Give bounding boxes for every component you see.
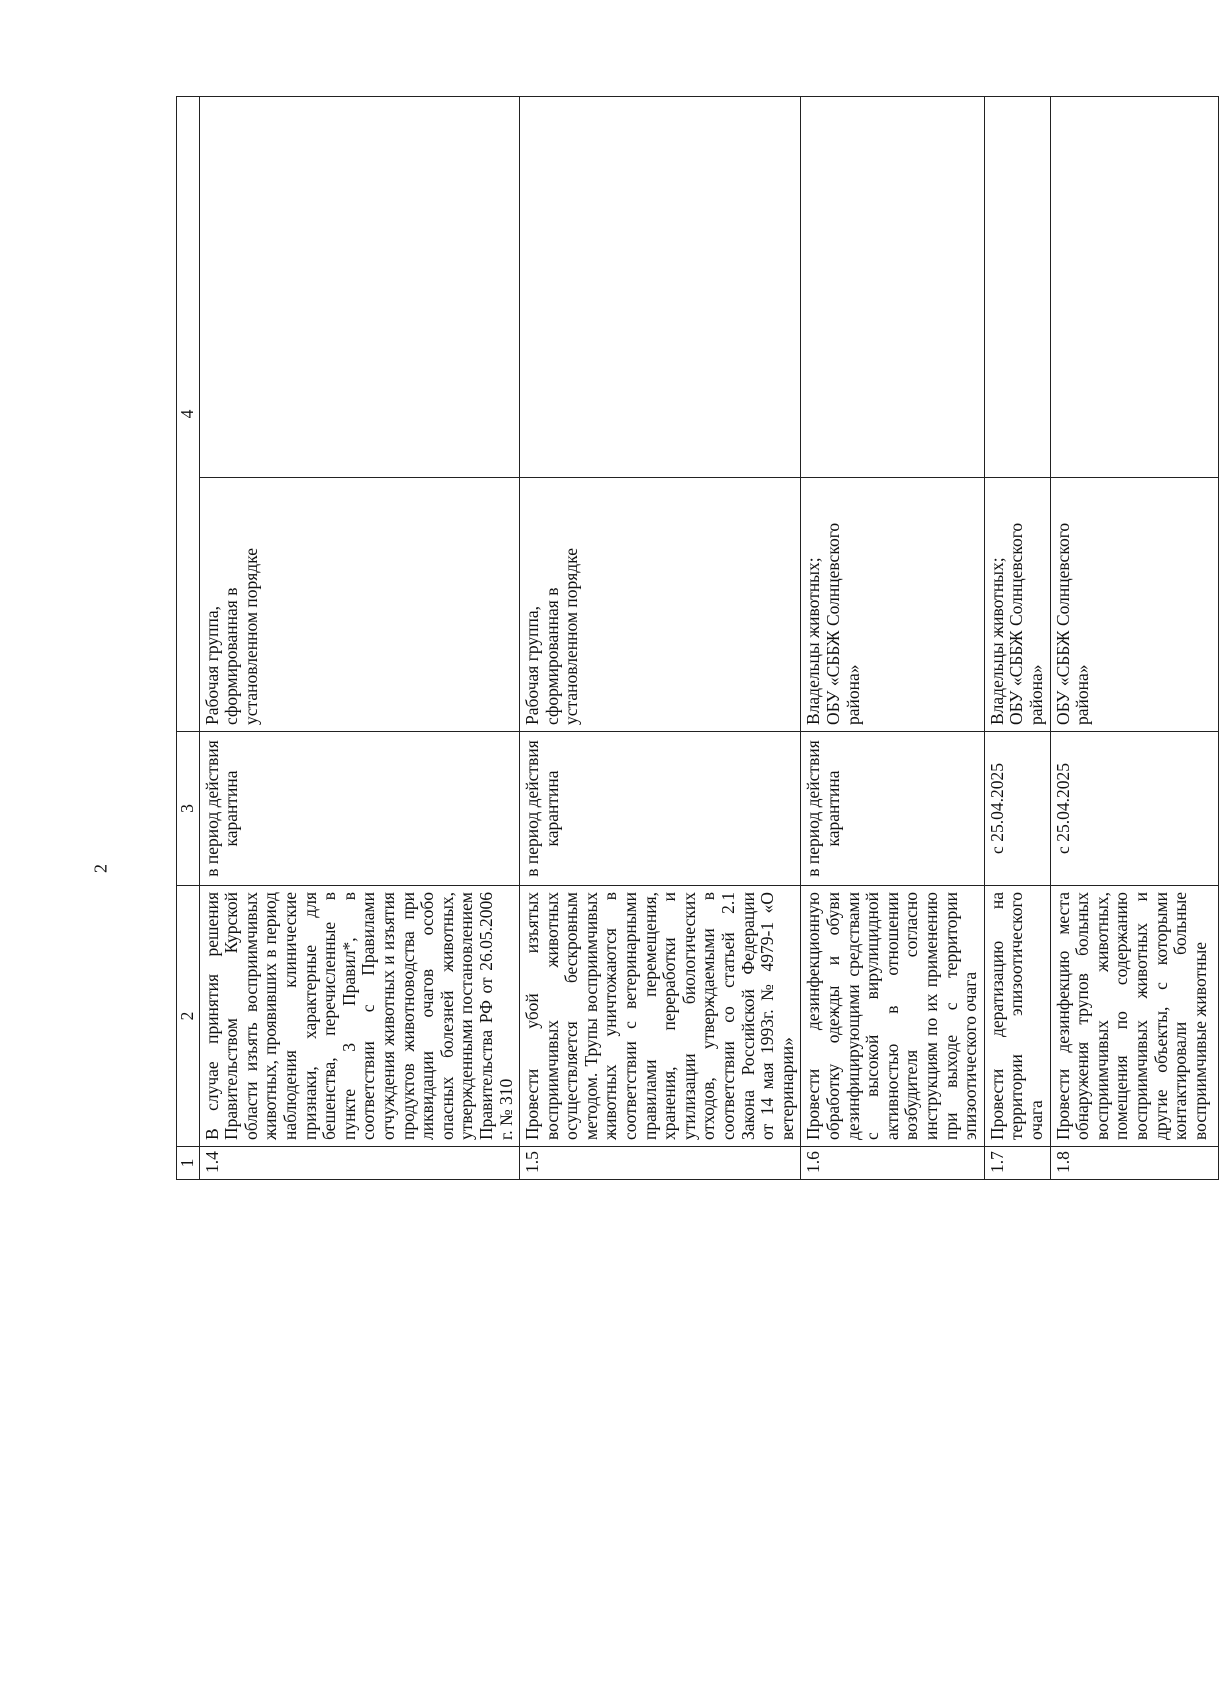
rotated-table-wrapper [176,96,1210,1180]
header-col-1: 1 [177,1147,200,1180]
row-number: 1.4 [199,1147,520,1180]
table-row [1050,97,1218,1180]
row-empty-cell [801,97,984,478]
row-empty-cell [520,97,801,478]
row-responsible [984,478,1050,732]
responsible-line: ОБУ «СББЖ Солнцевского района» [1006,522,1046,725]
row-number: 1.5 [520,1147,801,1180]
table-row [801,97,984,1180]
row-measure: В случае принятия решения Правительством Курской области изъять восприимчивых животных, проявивших в период наблюдения клинические признаки, характерные для бешенства, перечисленные в пункте 3 Правил*, в соответствии с Правилами отчуждения животных и изъятия продуктов животноводства при ликвидации очагов особо опасных болезней животных, утвержденными постановлением Правительства РФ от 26.05.2006 г. № 310 [199,886,520,1147]
row-measure: Провести дезинфекционную обработку одежды и обуви дезинфицирующими средствами с высокой вирулицидной активностью в отношении возбудителя согласно инструкциям по их применению при выходе с территории эпизоотического очага [801,886,984,1147]
row-measure: Провести убой изъятых восприимчивых животных осуществляется бескровным методом. Трупы восприимчивых животных уничтожаются в соответствии с ветеринарными правилами перемещения, хранения, переработки и утилизации биологических отходов, утверждаемыми в соответствии со статьей 2.1 Закона Российской Федерации от 14 мая 1993г. № 4979-1 «О ветеринарии» [520,886,801,1147]
responsible-line: ОБУ «СББЖ Солнцевского района» [823,522,863,725]
row-number: 1.6 [801,1147,984,1180]
row-measure: Провести дезинфекцию места обнаружения трупов больных восприимчивых животных, помещения по содержанию восприимчивых животных и другие объекты, с которыми контактировали больные восприимчивые животные [1050,886,1218,1147]
row-empty-cell [1050,97,1218,478]
row-term: в период действия карантина [801,732,984,886]
row-number: 1.8 [1050,1147,1218,1180]
row-empty-cell [984,97,1050,478]
measures-table [176,96,1219,1180]
row-term: с 25.04.2025 [984,732,1050,886]
row-term: в период действия карантина [520,732,801,886]
responsible-line: Владельцы животных; [803,557,824,725]
row-responsible: ОБУ «СББЖ Солнцевского района» [1050,478,1218,732]
row-term: в период действия карантина [199,732,520,886]
header-col-3: 3 [177,732,200,886]
row-empty-cell [199,97,520,478]
header-row [177,97,200,1180]
page-number: 2 [90,864,111,873]
row-term: с 25.04.2025 [1050,732,1218,886]
row-number: 1.7 [984,1147,1050,1180]
table-row [520,97,801,1180]
responsible-line: Владельцы животных; [986,557,1007,725]
row-responsible: Рабочая группа, сформированная в установленном порядке [520,478,801,732]
row-responsible: Рабочая группа, сформированная в установленном порядке [199,478,520,732]
table-row [199,97,520,1180]
header-col-2: 2 [177,886,200,1147]
table-row [984,97,1050,1180]
row-responsible [801,478,984,732]
row-measure: Провести дератизацию на территории эпизоотического очага [984,886,1050,1147]
header-col-4: 4 [177,97,200,732]
